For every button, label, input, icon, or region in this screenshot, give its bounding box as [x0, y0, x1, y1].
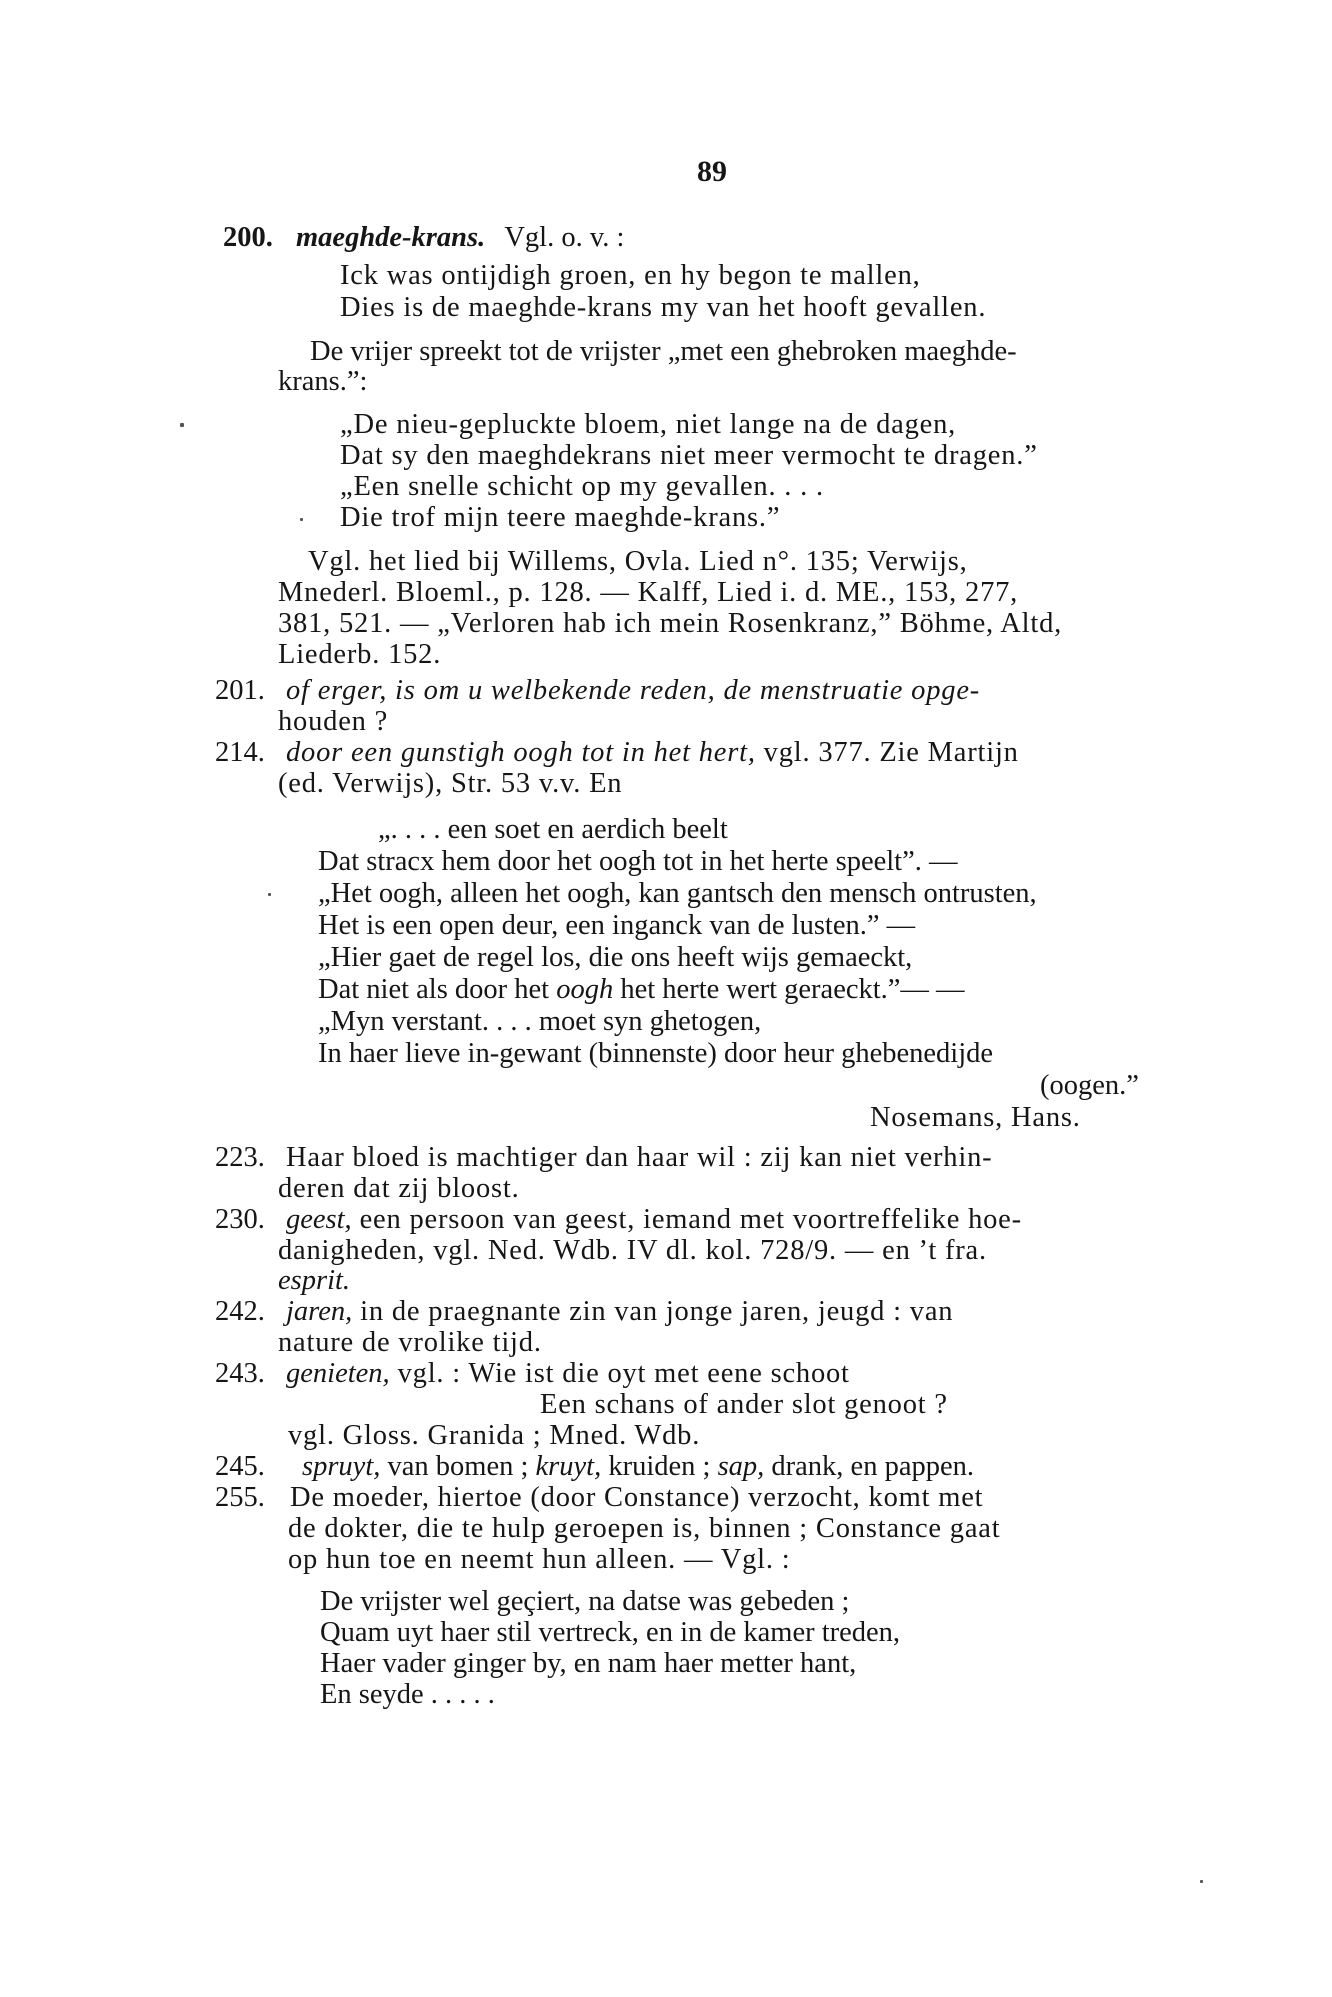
verse-emphasis: oogh — [556, 974, 614, 1005]
verse-line: In haer lieve in-gewant (binnenste) door heur ghebenedijde — [318, 1038, 994, 1069]
verse-line: Haer vader ginger by, en nam haer metter hant, — [320, 1648, 857, 1679]
entry-number: 243. — [215, 1358, 265, 1389]
entry-214-head — [215, 737, 1019, 769]
verse-line: Quam uyt haer stil vertreck, en in de kamer treden, — [320, 1617, 901, 1648]
scan-speck — [300, 518, 303, 521]
entry-number: 214. — [215, 737, 265, 768]
reference-line: Vgl. het lied bij Willems, Ovla. Lied n°. 135; Verwijs, — [308, 546, 968, 577]
verse-line: „. . . . een soet en aerdich beelt — [378, 814, 728, 845]
entry-number: 242. — [215, 1296, 265, 1327]
verse-line: „Myn verstant. . . . moet syn ghetogen, — [318, 1006, 762, 1037]
entry-text: vgl. 377. Zie Martijn — [755, 737, 1019, 768]
entry-number: 255. — [215, 1482, 265, 1513]
verse-line: Dies is de maeghde-krans my van het hooft gevallen. — [340, 292, 987, 323]
text-line: krans.”: — [278, 366, 368, 397]
text-line: vgl. Gloss. Granida ; Mned. Wdb. — [288, 1420, 701, 1451]
verse-line: Dat sy den maeghdekrans niet meer vermocht te dragen.” — [340, 440, 1038, 471]
entry-number: 245. — [215, 1451, 265, 1482]
scan-speck — [268, 893, 271, 896]
text-line: houden ? — [278, 706, 389, 737]
verse-line: De vrijster wel geçiert, na datse was gebeden ; — [320, 1586, 850, 1617]
entry-text: kruiden ; — [601, 1451, 718, 1482]
entry-text: vgl. : Wie ist die oyt met eene schoot — [389, 1358, 850, 1389]
text-line: esprit. — [278, 1265, 351, 1296]
verse-line: „De nieu-gepluckte bloem, niet lange na de dagen, — [340, 409, 957, 440]
verse-line: „Het oogh, alleen het oogh, kan gantsch den mensch ontrusten, — [318, 878, 1037, 909]
verse-line: „Hier gaet de regel los, die ons heeft wijs gemaeckt, — [318, 942, 913, 973]
entry-term: sap, — [717, 1451, 765, 1482]
verse-line: Dat stracx hem door het oogh tot in het herte speelt”. — — [318, 846, 958, 877]
verse-line: En seyde . . . . . — [320, 1679, 495, 1710]
entry-text: een persoon van geest, iemand met voortreffelike hoe- — [351, 1204, 1022, 1235]
entry-term: kruyt, — [535, 1451, 602, 1482]
verse-line: Ick was ontijdigh groen, en hy begon te mallen, — [340, 260, 921, 291]
text-line: de dokter, die te hulp geroepen is, binnen ; Constance gaat — [288, 1513, 1001, 1544]
entry-term: genieten, — [286, 1358, 390, 1389]
entry-201-head — [215, 675, 980, 707]
entry-200-head — [223, 222, 624, 254]
attribution: Nosemans, Hans. — [870, 1102, 1081, 1133]
entry-term: geest, — [286, 1204, 352, 1235]
entry-term: spruyt, — [302, 1451, 381, 1482]
entry-245-head — [215, 1451, 974, 1483]
entry-number: 200. — [223, 222, 273, 253]
entry-text: in de praegnante zin van jonge jaren, jeugd : van — [352, 1296, 954, 1327]
text-line: danigheden, vgl. Ned. Wdb. IV dl. kol. 728/9. — en ’t fra. — [278, 1235, 987, 1266]
scan-speck — [1200, 1880, 1203, 1883]
entry-text: van bomen ; — [380, 1451, 536, 1482]
verse-line: (oogen.” — [1040, 1070, 1139, 1101]
entry-text: Haar bloed is machtiger dan haar wil : zij kan niet verhin- — [286, 1142, 993, 1173]
text-line: op hun toe en neemt hun alleen. — Vgl. : — [288, 1544, 791, 1575]
entry-242-head — [215, 1296, 953, 1328]
reference-line: Liederb. 152. — [278, 639, 442, 670]
text-line: (ed. Verwijs), Str. 53 v.v. En — [278, 768, 623, 799]
verse-line — [318, 974, 965, 1006]
text-line: nature de vrolike tijd. — [278, 1327, 542, 1358]
entry-ref: Vgl. o. v. : — [504, 222, 625, 253]
entry-term: jaren, — [286, 1296, 353, 1327]
entry-223-head — [215, 1142, 992, 1174]
entry-number: 201. — [215, 675, 265, 706]
reference-line: Mnederl. Bloeml., p. 128. — Kalff, Lied i. d. ME., 153, 277, — [278, 577, 1019, 608]
verse-text: het herte wert geraeckt.”— — — [613, 974, 965, 1005]
text-line: De vrijer spreekt tot de vrijster „met een ghebroken maeghde- — [310, 336, 1017, 367]
entry-230-head — [215, 1204, 1022, 1236]
entry-number: 223. — [215, 1142, 265, 1173]
text-line: deren dat zij bloost. — [278, 1173, 520, 1204]
entry-term: maeghde-krans. — [296, 222, 486, 253]
verse-line: „Een snelle schicht op my gevallen. . . . — [340, 471, 824, 502]
verse-line: Het is een open deur, een inganck van de lusten.” — — [318, 910, 916, 941]
verse-line: Die trof mijn teere maeghde-krans.” — [340, 502, 781, 533]
verse-text: Dat niet als door het — [318, 974, 557, 1005]
scan-speck — [180, 423, 184, 427]
entry-text: of erger, is om u welbekende reden, de menstruatie opge- — [286, 675, 981, 706]
reference-line: 381, 521. — „Verloren hab ich mein Rosenkranz,” Böhme, Altd, — [278, 608, 1063, 639]
entry-text: drank, en pappen. — [764, 1451, 974, 1482]
page-number: 89 — [697, 155, 727, 188]
entry-term: door een gunstigh oogh tot in het hert, — [286, 737, 756, 768]
verse-line: Een schans of ander slot genoot ? — [540, 1389, 948, 1420]
entry-number: 230. — [215, 1204, 265, 1235]
entry-text: De moeder, hiertoe (door Constance) verzocht, komt met — [290, 1482, 984, 1513]
entry-255-head — [215, 1482, 983, 1514]
entry-243-head — [215, 1358, 850, 1390]
